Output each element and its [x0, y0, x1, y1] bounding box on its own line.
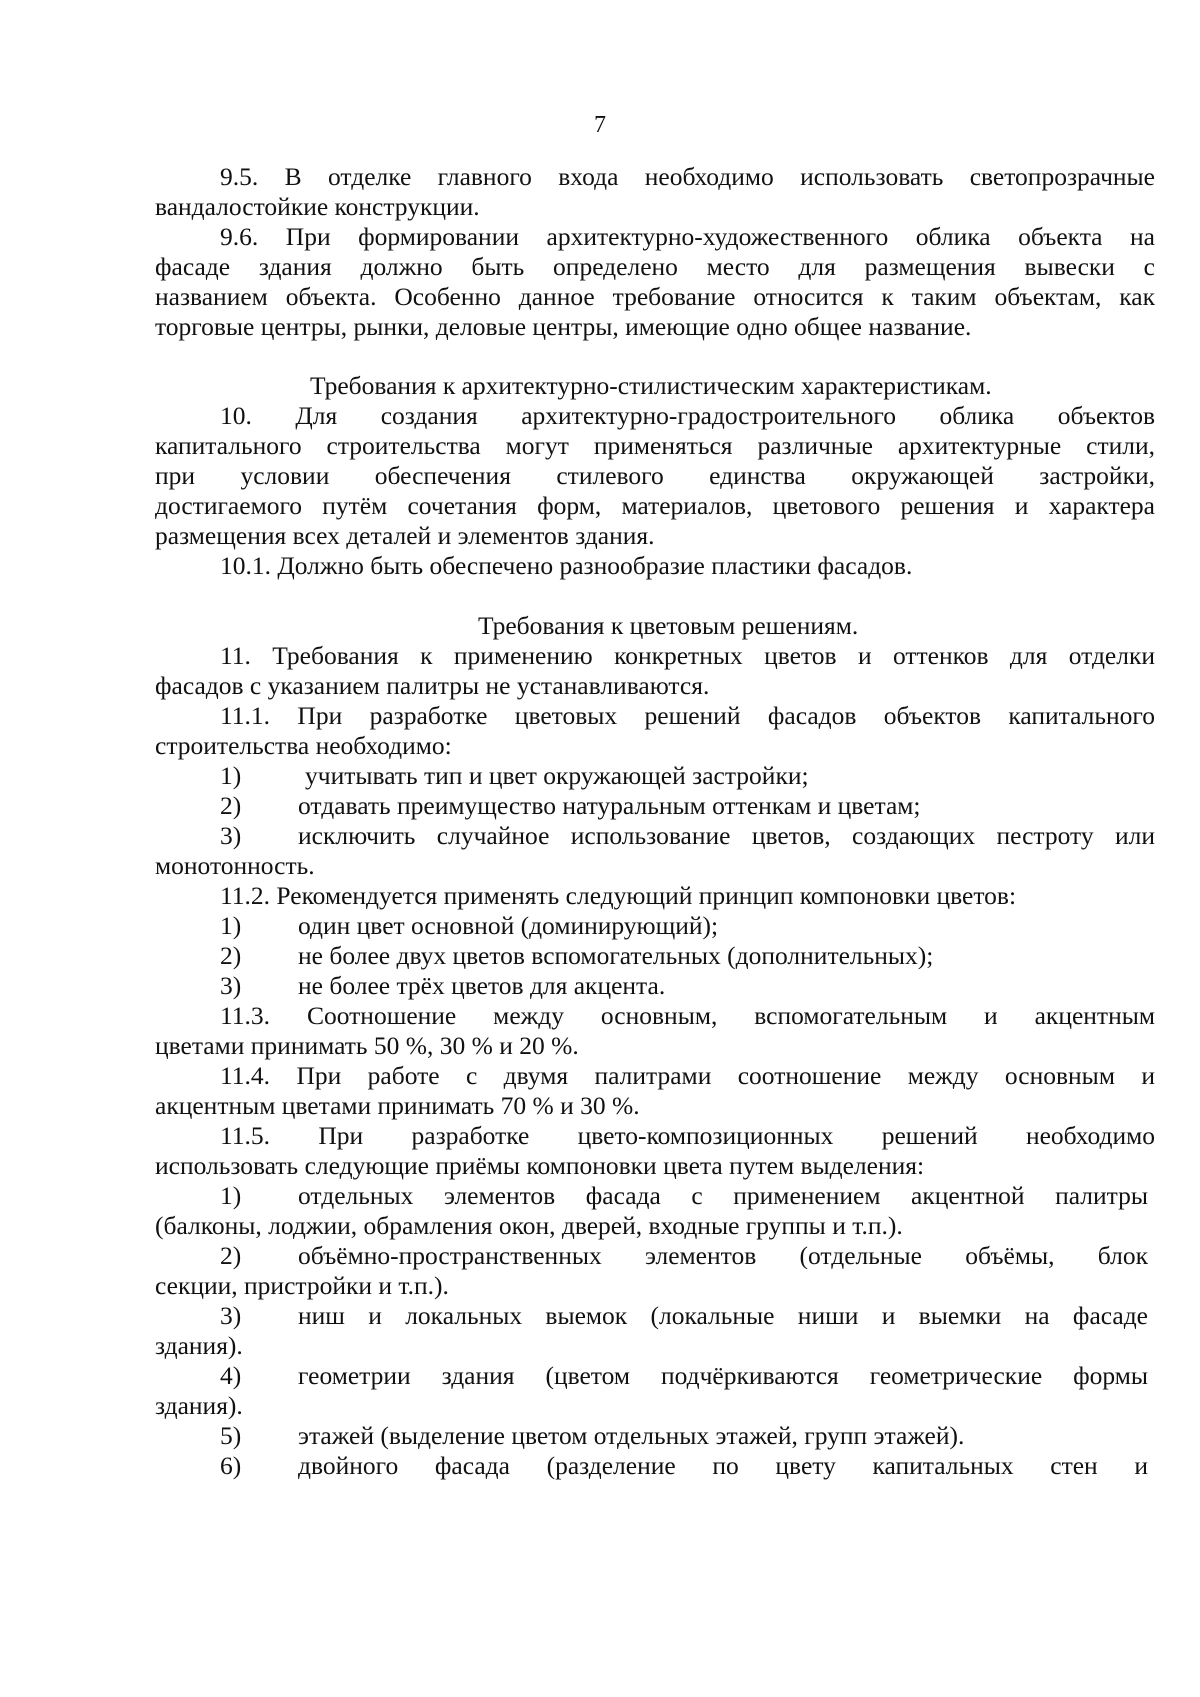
list-number: 5) [220, 1421, 242, 1450]
list-item: не более трёх цветов для акцента. [298, 971, 666, 1000]
paragraph-line: использовать следующие приёмы компоновки цвета путем выделения: [155, 1151, 925, 1180]
list-item: один цвет основной (доминирующий); [298, 911, 719, 940]
paragraph-line: 11.3. Соотношение между основным, вспомогательным и акцентным [220, 1001, 1155, 1030]
list-item: двойного фасада (разделение по цвету капитальных стен и [298, 1451, 1148, 1480]
list-item: исключить случайное использование цветов, создающих пестроту или [298, 821, 1155, 850]
section-heading: Требования к цветовым решениям. [478, 611, 859, 640]
paragraph-line: вандалостойкие конструкции. [155, 192, 480, 221]
paragraph-line: 11.1. При разработке цветовых решений фасадов объектов капитального [220, 701, 1155, 730]
paragraph-line: секции, пристройки и т.п.). [155, 1271, 449, 1300]
paragraph-line: (балконы, лоджии, обрамления окон, дверей, входные группы и т.п.). [155, 1211, 903, 1240]
list-item: объёмно-пространственных элементов (отдельные объёмы, блок [298, 1241, 1148, 1270]
list-item: этажей (выделение цветом отдельных этажей, групп этажей). [298, 1421, 965, 1450]
paragraph-line: при условии обеспечения стилевого единства окружающей застройки, [155, 461, 1155, 490]
list-number: 1) [220, 761, 242, 790]
list-item: учитывать тип и цвет окружающей застройки; [305, 761, 809, 790]
paragraph-line: 11.4. При работе с двумя палитрами соотношение между основным и [220, 1061, 1155, 1090]
paragraph-line: 11.2. Рекомендуется применять следующий принцип компоновки цветов: [220, 881, 1017, 910]
paragraph-line: 10.1. Должно быть обеспечено разнообразие пластики фасадов. [220, 551, 913, 580]
paragraph-line: 9.5. В отделке главного входа необходимо использовать светопрозрачные [220, 162, 1155, 191]
list-number: 3) [220, 971, 242, 1000]
paragraph-line: здания). [155, 1331, 243, 1360]
list-number: 2) [220, 941, 242, 970]
list-number: 4) [220, 1361, 242, 1390]
paragraph-line: акцентным цветами принимать 70 % и 30 %. [155, 1091, 640, 1120]
paragraph-line: фасадов с указанием палитры не устанавливаются. [155, 671, 710, 700]
list-item: не более двух цветов вспомогательных (дополнительных); [298, 941, 934, 970]
list-number: 2) [220, 791, 242, 820]
page-number: 7 [594, 112, 606, 138]
list-item: ниш и локальных выемок (локальные ниши и выемки на фасаде [298, 1301, 1148, 1330]
paragraph-line: 10. Для создания архитектурно-градостроительного облика объектов [220, 401, 1155, 430]
paragraph-line: размещения всех деталей и элементов здания. [155, 521, 655, 550]
paragraph-line: 11.5. При разработке цвето-композиционных решений необходимо [220, 1121, 1155, 1150]
list-item: отдавать преимущество натуральным оттенкам и цветам; [298, 791, 921, 820]
paragraph-line: торговые центры, рынки, деловые центры, имеющие одно общее название. [155, 312, 972, 341]
list-number: 1) [220, 1181, 242, 1210]
paragraph-line: 9.6. При формировании архитектурно-художественного облика объекта на [220, 222, 1155, 251]
list-item: геометрии здания (цветом подчёркиваются геометрические формы [298, 1361, 1148, 1390]
paragraph-line: монотонность. [155, 851, 315, 880]
paragraph-line: цветами принимать 50 %, 30 % и 20 %. [155, 1031, 579, 1060]
list-number: 3) [220, 821, 242, 850]
paragraph-line: достигаемого путём сочетания форм, материалов, цветового решения и характера [155, 491, 1155, 520]
paragraph-line: строительства необходимо: [155, 731, 452, 760]
paragraph-line: здания). [155, 1391, 243, 1420]
paragraph-line: капитального строительства могут применяться различные архитектурные стили, [155, 431, 1155, 460]
paragraph-line: названием объекта. Особенно данное требование относится к таким объектам, как [155, 282, 1155, 311]
list-number: 6) [220, 1451, 242, 1480]
list-item: отдельных элементов фасада с применением акцентной палитры [298, 1181, 1148, 1210]
paragraph-line: 11. Требования к применению конкретных цветов и оттенков для отделки [220, 641, 1155, 670]
list-number: 2) [220, 1241, 242, 1270]
paragraph-line: фасаде здания должно быть определено место для размещения вывески с [155, 252, 1155, 281]
list-number: 1) [220, 911, 242, 940]
list-number: 3) [220, 1301, 242, 1330]
section-heading: Требования к архитектурно-стилистическим характеристикам. [310, 371, 992, 400]
